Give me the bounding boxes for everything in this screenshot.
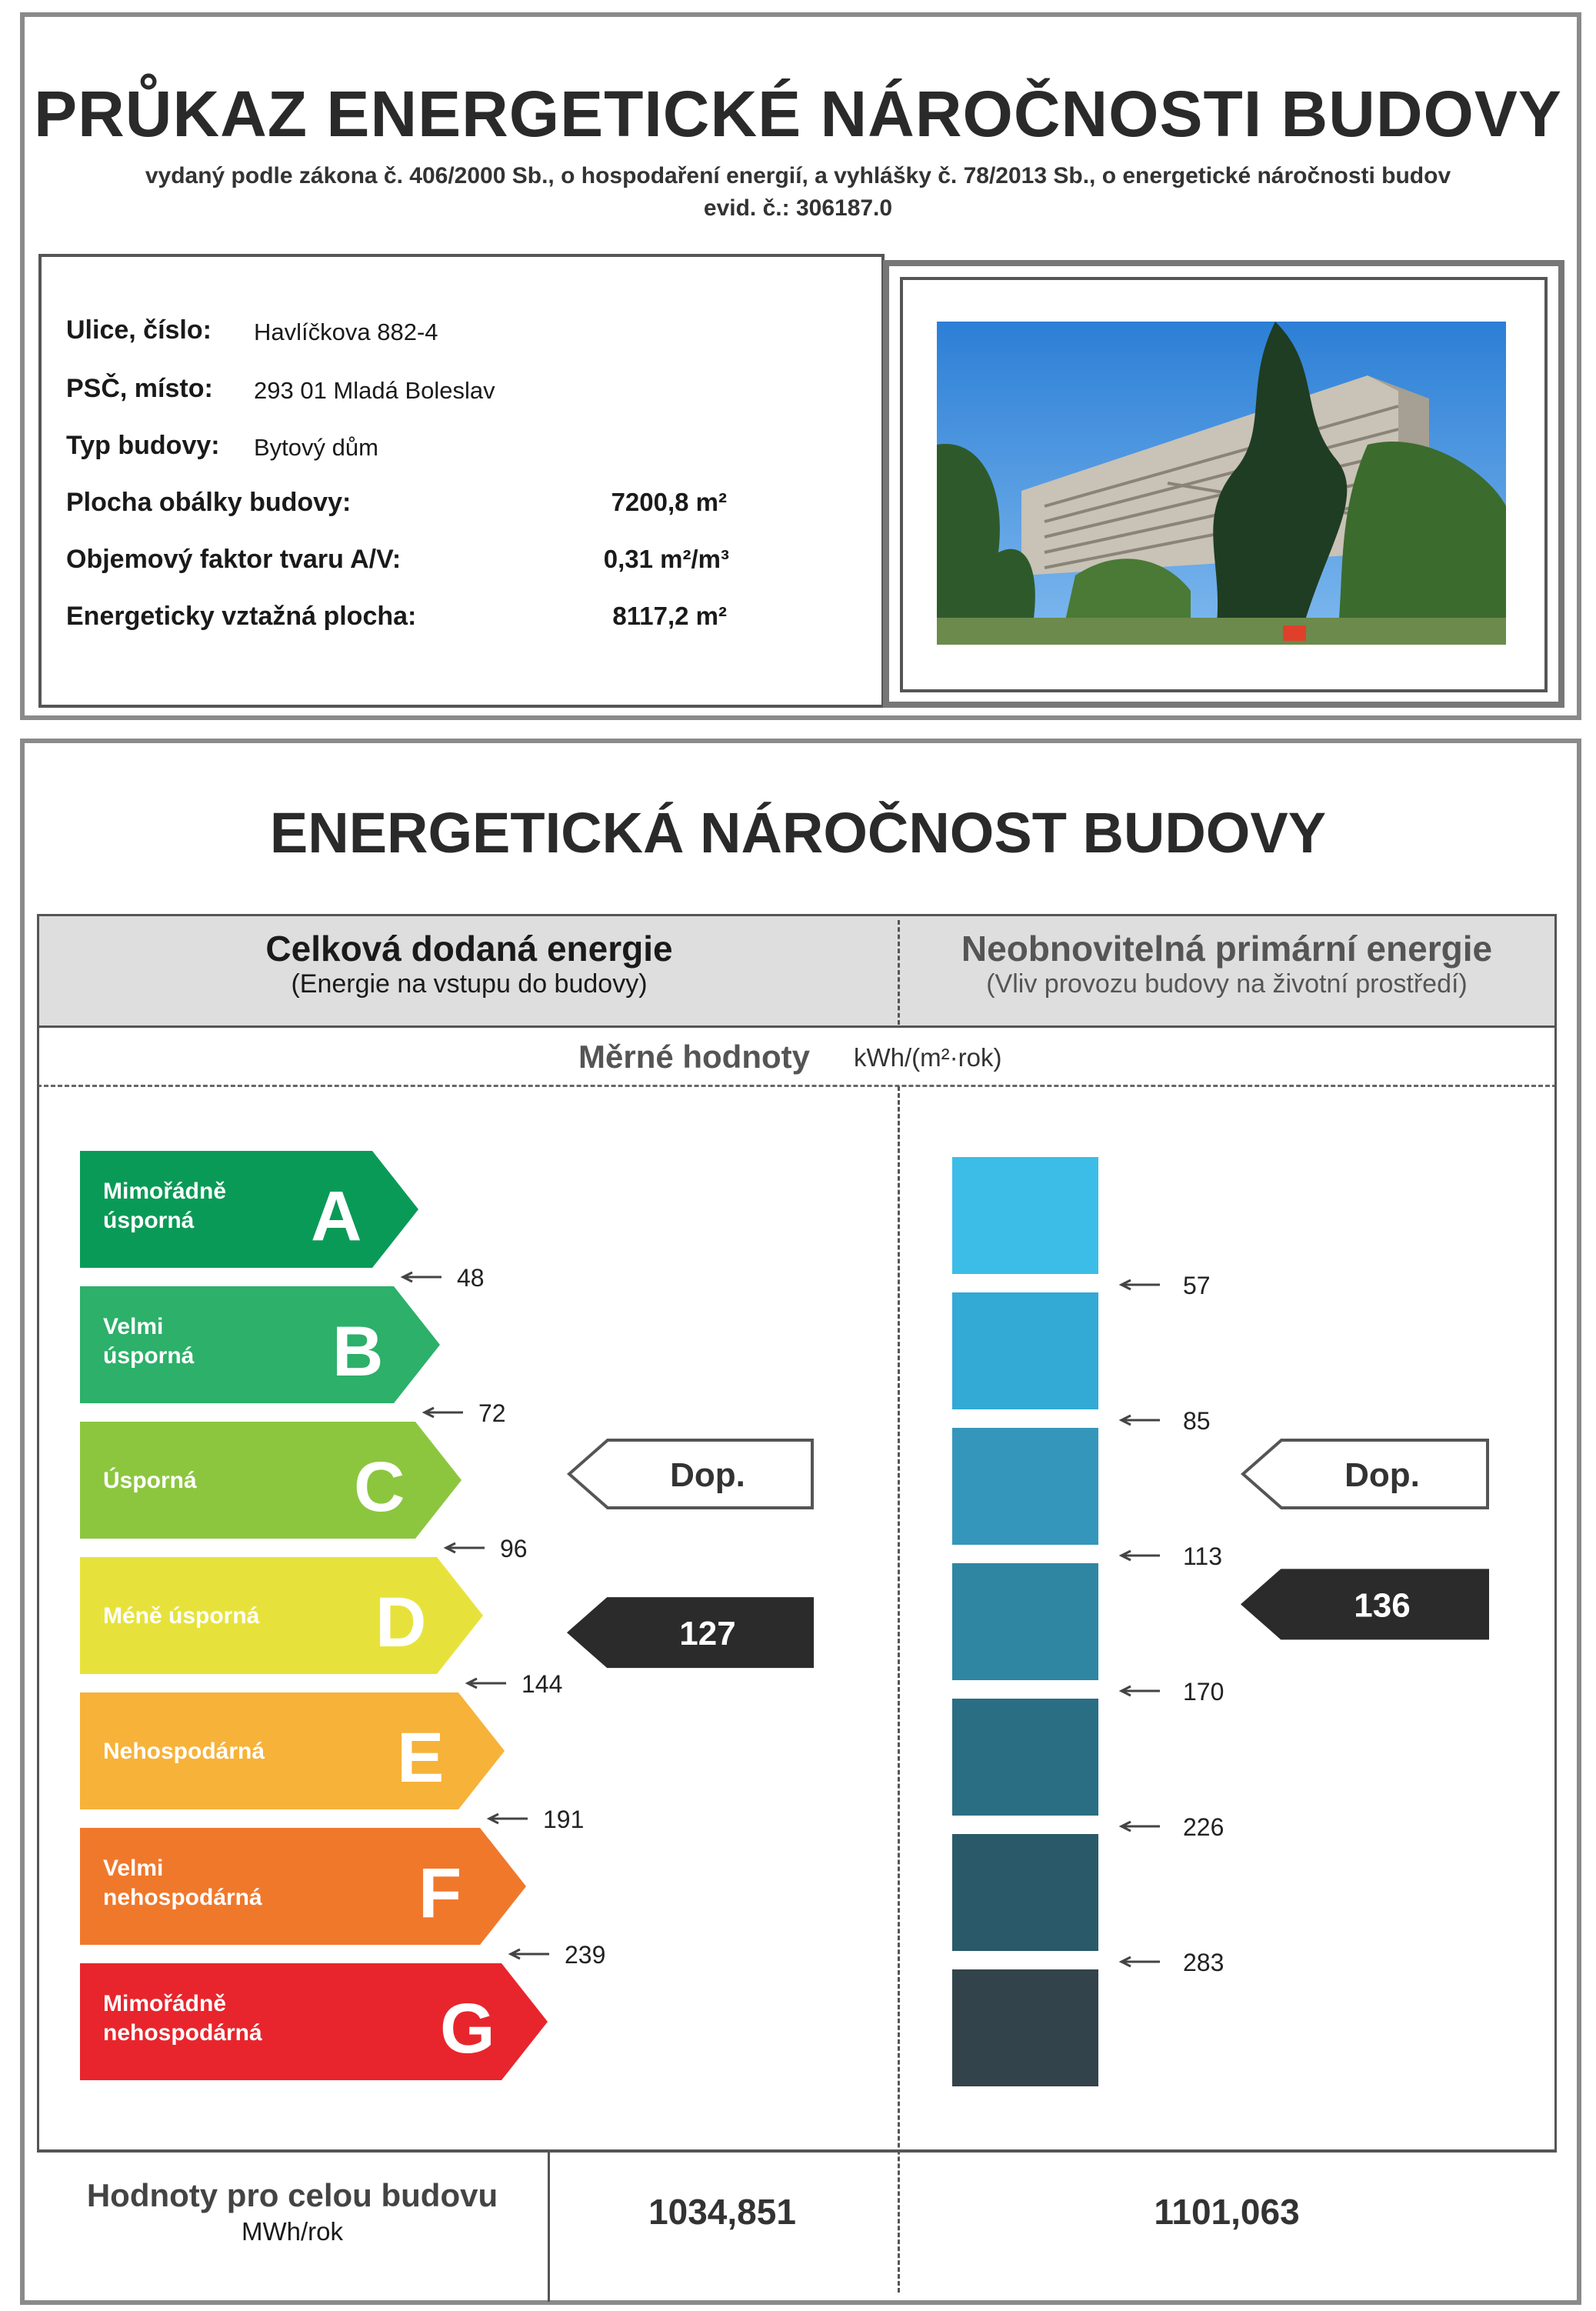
class-b-label: Velmi [103,1314,164,1339]
street-value: Havlíčkova 882-4 [254,318,438,345]
class-d-label: Méně úsporná [103,1603,260,1629]
left-threshold-191: 191 [543,1806,585,1833]
class-c-letter: C [354,1448,405,1526]
right-threshold-283: 283 [1183,1949,1224,1976]
building-type-value: Bytový dům [254,434,378,461]
primary-class-bar-5 [952,1699,1098,1816]
class-b-letter: B [332,1312,384,1391]
left-threshold-144: 144 [521,1670,563,1698]
class-g-label-2: nehospodárná [103,2020,262,2046]
legal-basis-text: vydaný podle zákona č. 406/2000 Sb., o hospodaření energií, a vyhlášky č. 78/2013 Sb., o energetické náročnosti budov [145,163,1451,188]
class-f-letter: F [418,1854,462,1933]
totals-top-line [37,2149,1557,2153]
primary-energy-heading: Neobnovitelná primární energie [961,929,1493,969]
psc-label: PSČ, místo: [66,374,213,403]
primary-energy-subheading: (Vliv provozu budovy na životní prostředí) [986,969,1468,999]
right-threshold-113: 113 [1183,1542,1223,1570]
energy-area-label: Energeticky vztažná plocha: [66,602,417,631]
rating-title: ENERGETICKÁ NÁROČNOST BUDOVY [269,801,1327,865]
right-threshold-170: 170 [1183,1678,1224,1706]
class-a-label: Mimořádně [103,1179,227,1204]
registration-number: evid. č.: 306187.0 [703,195,893,221]
whole-building-label: Hodnoty pro celou budovu [86,2177,498,2213]
class-a-label-2: úsporná [103,1208,195,1233]
left-value-marker-text: 127 [679,1615,736,1653]
delivered-energy-subheading: (Energie na vstupu do budovy) [291,969,648,999]
right-required-marker-text: Dop. [1344,1456,1420,1494]
primary-class-bar-3 [952,1428,1098,1545]
left-threshold-72: 72 [478,1399,506,1427]
left-threshold-96: 96 [500,1535,528,1562]
left-required-marker-text: Dop. [670,1456,745,1494]
primary-class-bar-2 [952,1292,1098,1409]
class-b-label-2: úsporná [103,1343,195,1369]
building-type-label: Typ budovy: [66,431,220,460]
right-value-marker-text: 136 [1354,1586,1411,1625]
class-e-letter: E [397,1719,445,1797]
energy-area-value: 8117,2 m² [612,602,727,630]
envelope-area-value: 7200,8 m² [611,488,727,516]
class-e-label: Nehospodárná [103,1739,265,1764]
certificate-title: PRŮKAZ ENERGETICKÉ NÁROČNOSTI BUDOVY [34,78,1562,150]
whole-building-delivered: 1034,851 [648,2192,796,2232]
specific-values-label: Měrné hodnoty [578,1039,810,1075]
shape-factor-value: 0,31 m²/m³ [603,545,729,573]
class-f-label-2: nehospodárná [103,1885,262,1910]
delivered-energy-heading: Celková dodaná energie [265,929,673,969]
street-label: Ulice, číslo: [66,315,212,345]
class-d-letter: D [375,1583,427,1662]
class-c-label: Úsporná [103,1468,197,1493]
whole-building-primary: 1101,063 [1154,2192,1300,2232]
units-label: kWh/(m²·rok) [854,1043,1002,1072]
left-threshold-48: 48 [457,1264,485,1292]
right-threshold-85: 85 [1183,1407,1211,1435]
primary-class-bar-1 [952,1157,1098,1274]
primary-class-bar-7 [952,1969,1098,2086]
envelope-area-label: Plocha obálky budovy: [66,488,352,517]
class-g-letter: G [440,1989,495,2068]
class-f-label: Velmi [103,1856,164,1881]
right-threshold-226: 226 [1183,1813,1224,1841]
class-g-label: Mimořádně [103,1991,227,2016]
right-threshold-57: 57 [1183,1272,1211,1299]
class-a-letter: A [311,1177,362,1256]
primary-class-bar-6 [952,1834,1098,1951]
whole-building-unit: MWh/rok [242,2217,343,2246]
primary-class-bar-4 [952,1563,1098,1680]
psc-value: 293 01 Mladá Boleslav [254,377,495,404]
shape-factor-label: Objemový faktor tvaru A/V: [66,545,401,574]
left-threshold-239: 239 [565,1941,606,1969]
